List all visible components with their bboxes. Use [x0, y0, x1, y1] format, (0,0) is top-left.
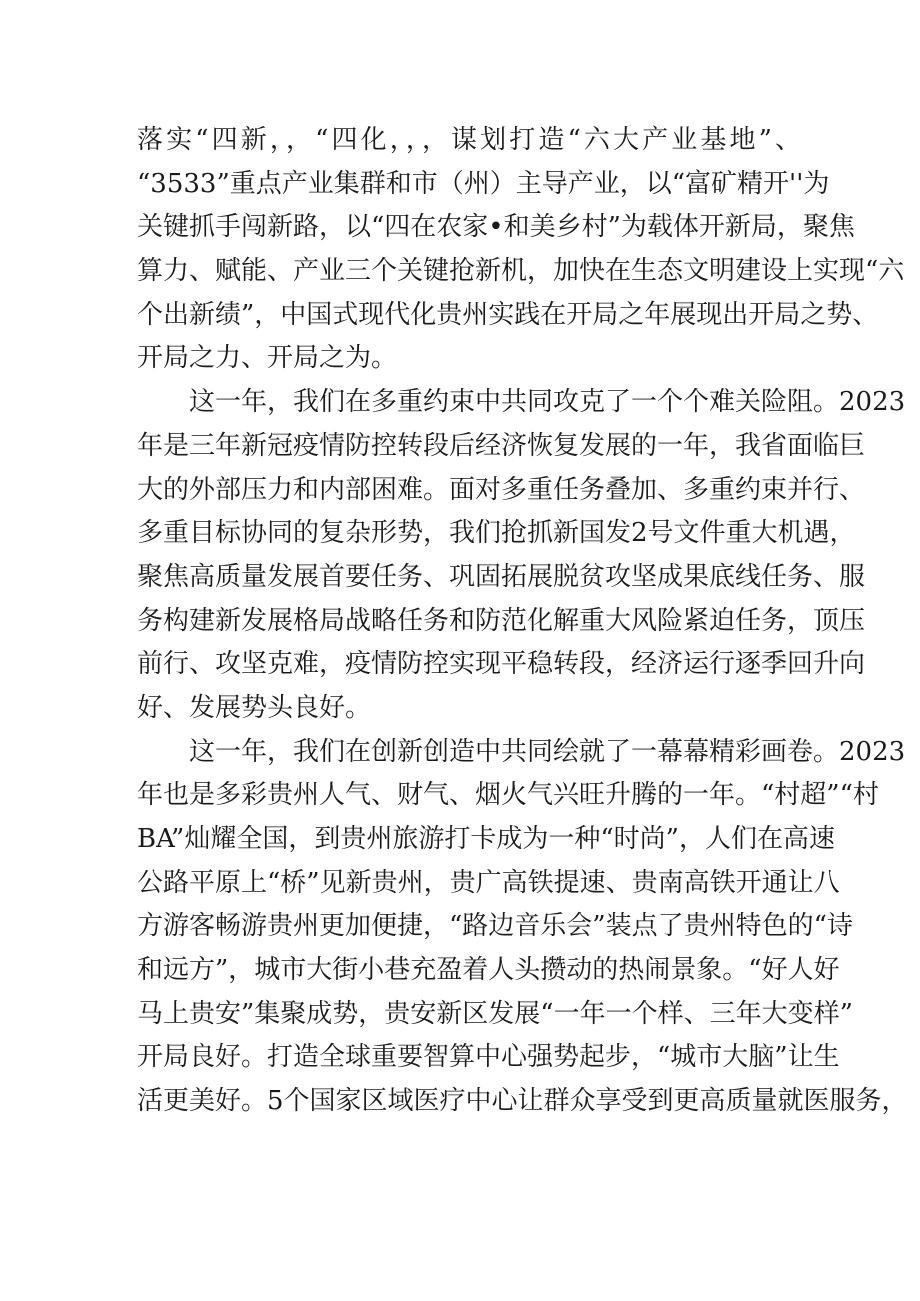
text-line: 好、发展势头良好。 [137, 692, 372, 723]
text-line: 落实“四新，，“四化，，，谋划打造“六大产业基地”、 [137, 125, 801, 155]
text-line: 年是三年新冠疫情防控转段后经济恢复发展的一年，我省面临巨 [137, 430, 866, 461]
text-line: 个出新绩”，中国式现代化贵州实践在开局之年展现出开局之势、 [137, 299, 879, 330]
text-line: 这一年，我们在多重约束中共同攻克了一个个难关险阻。2023 [189, 387, 906, 418]
text-line: 多重目标协同的复杂形势，我们抢抓新国发2号文件重大机遇， [137, 518, 856, 549]
text-line: 这一年，我们在创新创造中共同绘就了一幕幕精彩画卷。2023 [189, 736, 906, 767]
text-line: 和远方”，城市大街小巷充盈着人头攒动的热闹景象。“好人好 [137, 955, 840, 986]
text-line: 公路平原上“桥”见新贵州，贵广高铁提速、贵南高铁开通让八 [137, 867, 840, 898]
text-line: BA”灿耀全国，到贵州旅游打卡成为一种“时尚”，人们在高速 [137, 824, 835, 854]
text-line: 马上贵安”集聚成势，贵安新区发展“一年一个样、三年大变样” [137, 998, 853, 1029]
text-line: 开局之力、开局之为。 [137, 343, 398, 374]
text-line: 算力、赋能、产业三个关键抢新机，加快在生态文明建设上实现“六 [137, 256, 905, 287]
paragraph-1 [137, 119, 905, 381]
text-line: 开局良好。打造全球重要智算中心强势起步，“城市大脑”让生 [137, 1042, 840, 1073]
paragraph-3 [137, 731, 908, 1124]
paragraph-2 [137, 381, 906, 731]
text-line: 大的外部压力和内部困难。面对多重任务叠加、多重约束并行、 [137, 474, 866, 505]
document-body [137, 119, 908, 1124]
text-line: 年也是多彩贵州人气、财气、烟火气兴旺升腾的一年。“村超”“村 [137, 780, 879, 811]
text-line: 活更美好。5个国家区域医疗中心让群众享受到更高质量就医服务， [137, 1086, 908, 1117]
text-line: 前行、攻坚克难，疫情防控实现平稳转段，经济运行逐季回升向 [137, 649, 866, 680]
text-line: 务构建新发展格局战略任务和防范化解重大风险紧迫任务，顶压 [137, 605, 866, 636]
text-line: “3533”重点产业集群和市（州）主导产业，以“富矿精开''为 [137, 168, 830, 199]
text-line: 关键抓手闯新路，以“四在农家•和美乡村”为载体开新局，聚焦 [137, 212, 855, 243]
text-line: 聚焦高质量发展首要任务、巩固拓展脱贫攻坚成果底线任务、服 [137, 561, 866, 592]
text-line: 方游客畅游贵州更加便捷，“路边音乐会”装点了贵州特色的“诗 [137, 911, 853, 942]
